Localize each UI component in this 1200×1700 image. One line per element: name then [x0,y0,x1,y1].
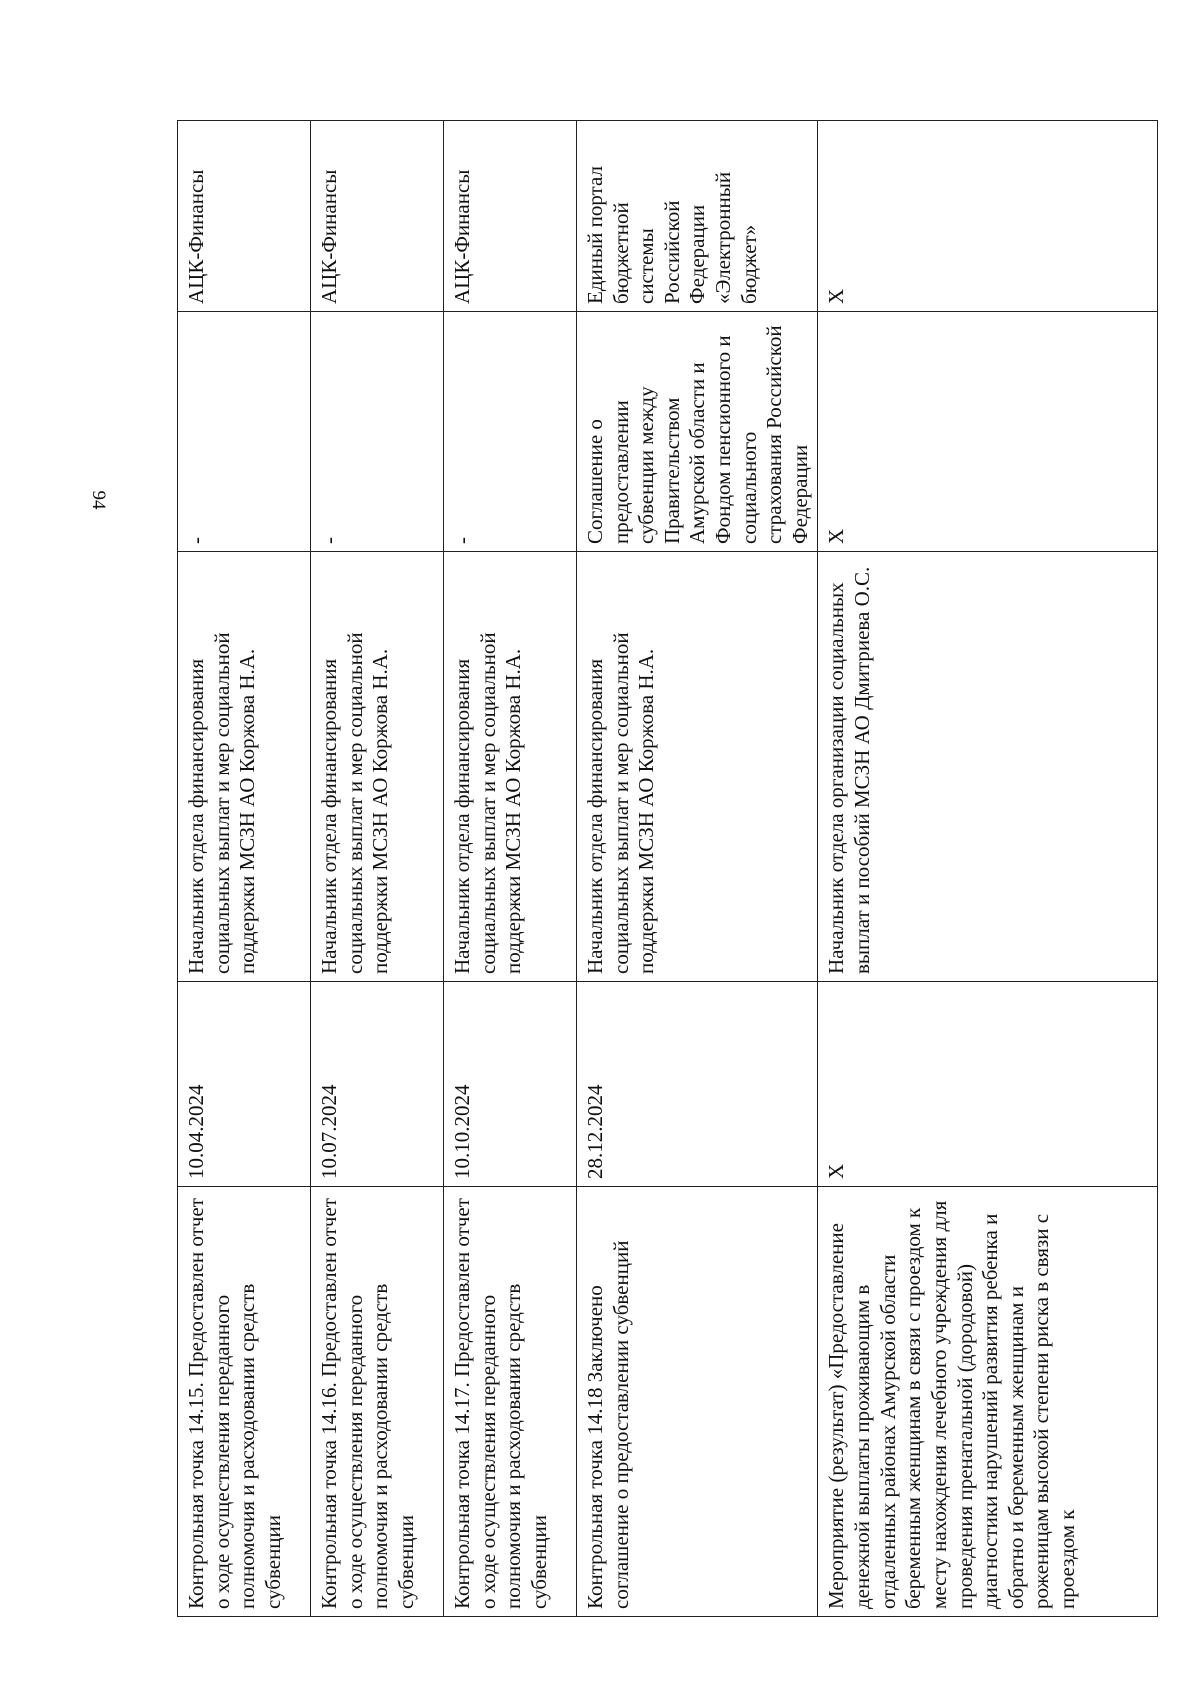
system-cell: АЦК-Финансы [311,121,444,312]
responsible-cell: Начальник отдела финансирования социальных выплат и мер социальной поддержки МСЗН АО Коржова Н.А. [577,552,818,982]
responsible-cell: Начальник отдела финансирования социальных выплат и мер социальной поддержки МСЗН АО Коржова Н.А. [178,552,311,982]
system-cell: Х [818,121,1158,312]
table-row [818,121,1158,1617]
table-row [311,121,444,1617]
date-cell: 28.12.2024 [577,982,818,1187]
event-cell: Контрольная точка 14.15. Предоставлен отчет о ходе осуществления переданного полномочия и расходовании средств субвенции [178,1187,311,1617]
event-cell: Контрольная точка 14.17. Предоставлен отчет о ходе осуществления переданного полномочия и расходовании средств субвенции [444,1187,577,1617]
table-row [444,121,577,1617]
control-points-table [177,120,1158,1617]
event-cell: Контрольная точка 14.18 Заключено соглашение о предоставлении субвенций [577,1187,818,1617]
date-cell: 10.04.2024 [178,982,311,1187]
responsible-cell: Начальник отдела финансирования социальных выплат и мер социальной поддержки МСЗН АО Коржова Н.А. [444,552,577,982]
event-cell: Мероприятие (результат) «Предоставление денежной выплаты проживающим в отдаленных районах Амурской области беременным женщинам в связи с проездом к месту нахождения лечебного учреждения для проведения пренатальной (дородовой) диагностики нарушений развития ребенка и обратно и беременным женщинам и роженицам высокой степени риска в связи с проездом к [818,1187,1158,1617]
date-cell: 10.07.2024 [311,982,444,1187]
system-cell: Единый портал бюджетной системы Российской Федерации «Электронный бюджет» [577,121,818,312]
event-cell: Контрольная точка 14.16. Предоставлен отчет о ходе осуществления переданного полномочия и расходовании средств субвенции [311,1187,444,1617]
document-cell: - [444,312,577,552]
document-cell: Х [818,312,1158,552]
responsible-cell: Начальник отдела организации социальных выплат и пособий МСЗН АО Дмитриева О.С. [818,552,1158,982]
page-number: 94 [88,490,109,510]
date-cell: 10.10.2024 [444,982,577,1187]
rotated-table-container [177,121,1129,1617]
document-cell: - [178,312,311,552]
responsible-cell: Начальник отдела финансирования социальных выплат и мер социальной поддержки МСЗН АО Коржова Н.А. [311,552,444,982]
document-cell: - [311,312,444,552]
system-cell: АЦК-Финансы [178,121,311,312]
table-row [178,121,311,1617]
system-cell: АЦК-Финансы [444,121,577,312]
table-row [577,121,818,1617]
date-cell: Х [818,982,1158,1187]
document-cell: Соглашение о предоставлении субвенции между Правительством Амурской области и Фондом пенсионного и социального страхования Российской Федерации [577,312,818,552]
